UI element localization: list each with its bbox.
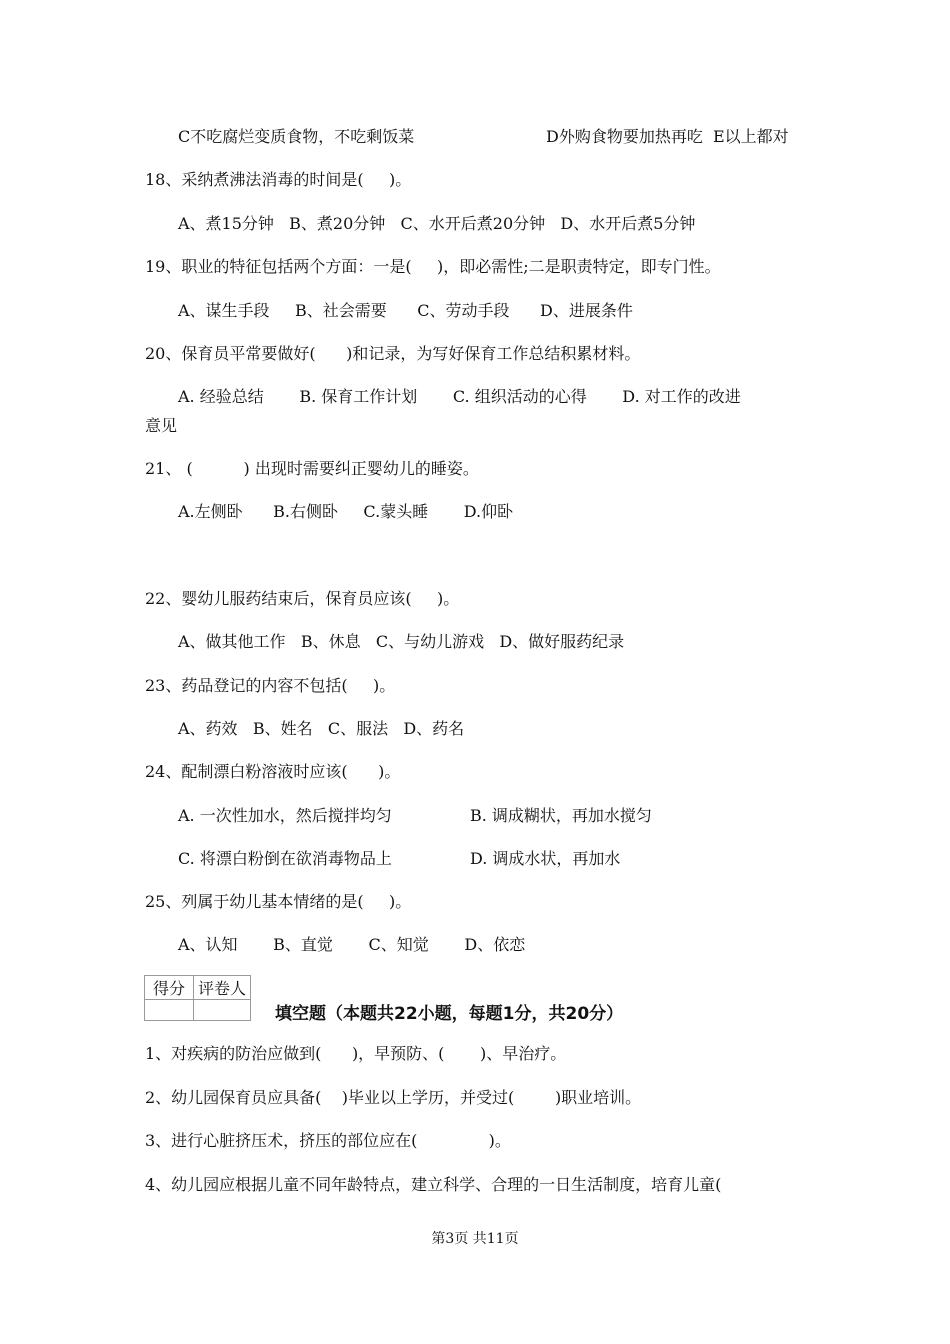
fill-blank-2: 2、幼儿园保育员应具备( )毕业以上学历，并受过( )职业培训。 bbox=[145, 1088, 642, 1107]
question-24-option-b: B. 调成糊状，再加水搅匀 bbox=[470, 806, 652, 825]
grader-label: 评卷人 bbox=[194, 976, 251, 1000]
question-22-stem: 22、婴幼儿服药结束后，保育员应该( )。 bbox=[145, 589, 460, 608]
score-cell[interactable] bbox=[145, 1000, 194, 1021]
score-label: 得分 bbox=[145, 976, 194, 1000]
page-footer: 第3页 共11页 bbox=[431, 1231, 519, 1247]
question-24-stem: 24、配制漂白粉溶液时应该( )。 bbox=[145, 762, 401, 781]
question-24-option-c: C. 将漂白粉倒在欲消毒物品上 bbox=[178, 849, 392, 868]
question-21-options: A.左侧卧 B.右侧卧 C.蒙头睡 D.仰卧 bbox=[178, 502, 514, 521]
question-20-options: A. 经验总结 B. 保育工作计划 C. 组织活动的心得 D. 对工作的改进 bbox=[178, 387, 741, 406]
option-c-line: C不吃腐烂变质食物，不吃剩饭菜 bbox=[178, 127, 415, 146]
question-18-options: A、煮15分钟 B、煮20分钟 C、水开后煮20分钟 D、水开后煮5分钟 bbox=[178, 214, 696, 233]
section-title: 填空题（本题共22小题，每题1分，共20分） bbox=[275, 1004, 624, 1024]
question-19-stem: 19、职业的特征包括两个方面：一是( )，即必需性;二是职责特定，即专门性。 bbox=[145, 257, 721, 276]
fill-blank-4: 4、幼儿园应根据儿童不同年龄特点，建立科学、合理的一日生活制度，培育儿童( bbox=[145, 1175, 722, 1194]
question-23-stem: 23、药品登记的内容不包括( )。 bbox=[145, 676, 396, 695]
question-24-option-d: D. 调成水状，再加水 bbox=[470, 849, 621, 868]
question-19-options: A、谋生手段 B、社会需要 C、劳动手段 D、进展条件 bbox=[178, 301, 633, 320]
question-25-stem: 25、列属于幼儿基本情绪的是( )。 bbox=[145, 892, 412, 911]
fill-blank-1: 1、对疾病的防治应做到( )，早预防、( )、早治疗。 bbox=[145, 1044, 567, 1063]
question-25-options: A、认知 B、直觉 C、知觉 D、依恋 bbox=[178, 935, 526, 954]
question-22-options: A、做其他工作 B、休息 C、与幼儿游戏 D、做好服药纪录 bbox=[178, 632, 625, 651]
grader-cell[interactable] bbox=[194, 1000, 251, 1021]
question-18-stem: 18、采纳煮沸法消毒的时间是( )。 bbox=[145, 170, 412, 189]
question-20-continuation: 意见 bbox=[145, 416, 178, 435]
question-23-options: A、药效 B、姓名 C、服法 D、药名 bbox=[178, 719, 465, 738]
option-de-line: D外购食物要加热再吃 E以上都对 bbox=[546, 127, 789, 146]
question-24-option-a: A. 一次性加水，然后搅拌均匀 bbox=[178, 806, 392, 825]
question-20-stem: 20、保育员平常要做好( )和记录，为写好保育工作总结积累材料。 bbox=[145, 344, 641, 363]
score-box bbox=[144, 975, 251, 1021]
question-21-stem: 21、 ( ) 出现时需要纠正婴幼儿的睡姿。 bbox=[145, 459, 479, 478]
fill-blank-3: 3、进行心脏挤压术，挤压的部位应在( )。 bbox=[145, 1131, 511, 1150]
